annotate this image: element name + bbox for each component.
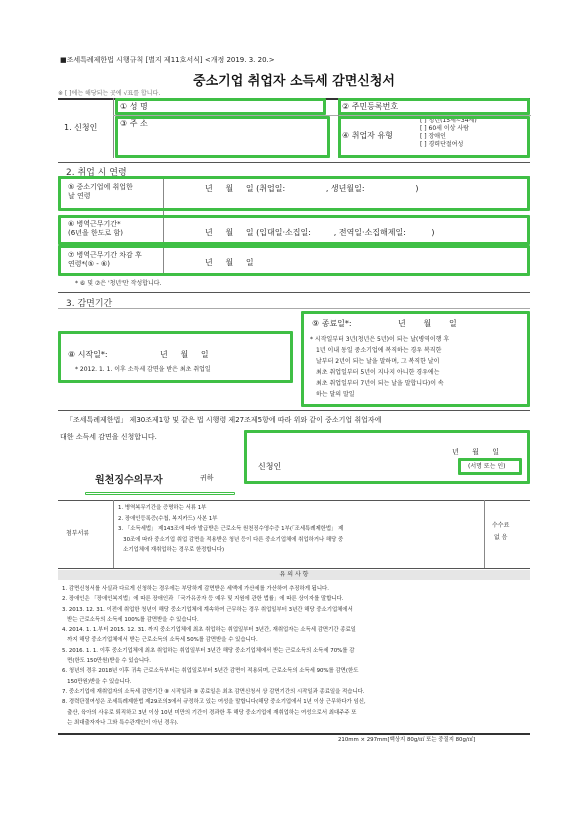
row7-label: ⑦ 병역근무기간 차감 후 연령*(⑤ - ⑥) [68,251,142,268]
row5-label: ⑤ 중소기업에 취업한 날 연령 [68,183,133,200]
worker-type-field[interactable] [338,116,530,158]
name-field[interactable] [115,98,326,115]
declaration-line-1: 「조세특례제한법」 제30조제1항 및 같은 법 시행령 제27조제5항에 따라 위와 같이 중소기업 취업자에 [66,416,382,424]
end-date-label: ⑨ 종료일*: [312,319,352,328]
start-date-note: * 2012. 1. 1. 이후 소득세 감면을 받은 최초 취업일 [75,366,211,373]
paper-spec: 210mm × 297mm[백상지 80g/㎡ 또는 중질지 80g/㎡] [338,737,476,743]
checkbox-career-break-woman[interactable]: [ ] 경력단절여성 [420,141,464,148]
checkbox-youth[interactable]: [ ] 청년(15세∼34세) [420,117,477,124]
checkbox-over-60[interactable]: [ ] 60세 이상 사람 [420,125,469,132]
address-field[interactable] [115,116,330,158]
end-date-field[interactable] [301,311,530,407]
recipient-label: 원천징수의무자 [95,475,163,486]
age-section-label: 2. 취업 시 연령 [66,168,127,178]
regulation-reference: ■조세특례제한법 시행규칙 [별지 제11호서식] <개정 2019. 3. 20.> [60,56,275,64]
applicant-signature-area[interactable] [244,430,530,484]
form-note: ※ [ ]에는 해당되는 곳에 √표를 합니다. [58,90,161,97]
form-title: 중소기업 취업자 소득세 감면신청서 [193,74,395,89]
worker-type-label: ④ 취업자 유형 [342,131,393,140]
applicant-section-label: 1. 신청인 [64,123,98,132]
address-label: ③ 주 소 [120,119,148,128]
row6-label: ⑥ 병역근무기간* (6년을 한도로 함) [68,220,123,237]
employment-age-row[interactable] [58,176,530,211]
name-label: ① 성 명 [120,102,148,111]
rrn-label: ② 주민등록번호 [342,102,399,111]
period-section-label: 3. 감면기간 [66,299,113,309]
recipient-suffix: 귀하 [200,474,214,482]
fee-info: 수수료 없 음 [492,522,510,541]
notes-list: 1. 감면신청서를 사실과 다르게 신청하는 경우에는 부당하게 감면받은 세액에 가산세를 가산하여 추징하게 됩니다. 2. 장애인은 「장애인복지법」에 따른 장애인과 「국가유공자 등 예우 및 지원에 관한 법률」에 따른 상이자를 말합니다. 3. 2013. 12. 31. 이전에 취업한 청년이 해당 중소기업체에 계속하여 근무하는 경우 취업일부터 3년간 해당 중소기업체에서 받는 근로소득의 소득세 100%를 감면받을 수 있습니다. 4. 2014. 1. 1.부터 2015. 12. 31. 까지 중소기업체에 최초 취업하는 취업일부터 3년간, 재취업자는 소득세 감면기간 종료일 까지 해당 중소기업체에서 받는 근로소득의 소득세 50%를 감면받을 수 있습니다. 5. 2016. 1. 1. 이후 중소기업체에 최초 취업하는 취업일부터 3년간 해당 중소기업체에서 받는 근로소득의 소득세 70%를 감 면(한도 150만원)받을 수 있습니다. 6. 청년의 경우 2018년 이후 귀속 근로소득부터는 취업일로부터 5년간 감면이 적용되며, 근로소득의 소득세 90%를 감면(한도 150만원)받을 수 있습니다. 7. 중소기업에 재취업자의 소득세 감면기간 ⑧ 시작일과 ⑨ 종료일은 최초 감면신청서 상 감면기간의 시작일과 종료일을 적습니다. 8. 경력단절여성은 조세특례제한법 제29조의3에서 규정하고 있는 여성을 말합니다(해당 중소기업에서 1년 이상 근무하다가 임신, 출산, 육아의 사유로 퇴직하고 3년 이상 10년 미만의 기간이 경과한 후 해당 중소기업에 재취업하는 여성으로서 최대주주 또 는 최대출자자나 그와 특수관계인이 아닌 경우). [62,586,366,726]
declaration-line-2: 대한 소득세 감면을 신청합니다. [60,433,157,441]
applicant-label: 신청인 [258,462,282,471]
recipient-underline [85,492,235,495]
declaration-date: 년 월 일 [452,448,499,456]
attachments-list: 1. 병역복무기간을 증명하는 서류 1부 2. 장애인등록증(수첩, 복지카드) 사본 1부 3. 「소득세법」 제143조에 따라 발급받은 근로소득 원천징수영수증 1부(「조세특례제한법」 제 30조에 따라 중소기업 취업 감면을 적용받은 청년 등이 다른 중소기업체에 취업하거나 해당 중 소기업체에 재취업하는 경우로 한정합니다) [118,505,344,553]
row5-value: 년 월 일 (취업일: , 생년월일: ) [205,184,419,193]
adjusted-age-row[interactable] [58,245,530,276]
military-service-row[interactable] [58,215,530,245]
rrn-field[interactable] [338,98,530,115]
row6-value: 년 월 일 (입대일·소집일: , 전역일·소집해제일: ) [205,228,435,237]
start-date-label: ⑧ 시작일*: [68,350,108,359]
end-date-notes: * 시작일부터 3년(청년은 5년)이 되는 날(병역이행 후 1년 이내 동일 중소기업에 복직하는 경우 복직한 날부터 2년이 되는 날을 말하며, 그 복직한 날이 최초 취업일부터 5년이 지나지 아니한 경우에는 최초 취업일부터 7년이 되는 날을 말합니다)이 속 하는 달의 말일 [310,336,450,398]
start-date-value: 년 월 일 [160,350,209,359]
end-date-value: 년 월 일 [398,319,457,328]
row7-value: 년 월 일 [205,258,254,267]
checkbox-disabled[interactable]: [ ] 장애인 [420,133,446,140]
signature-label: (서명 또는 인) [468,463,506,470]
notes-header: 유 의 사 항 [279,571,309,578]
attachments-label: 첨부서류 [66,530,90,537]
age-footnote: * ⑥ 및 ⑦은 '청년'만 작성합니다. [75,280,162,287]
start-date-field[interactable] [58,331,293,383]
